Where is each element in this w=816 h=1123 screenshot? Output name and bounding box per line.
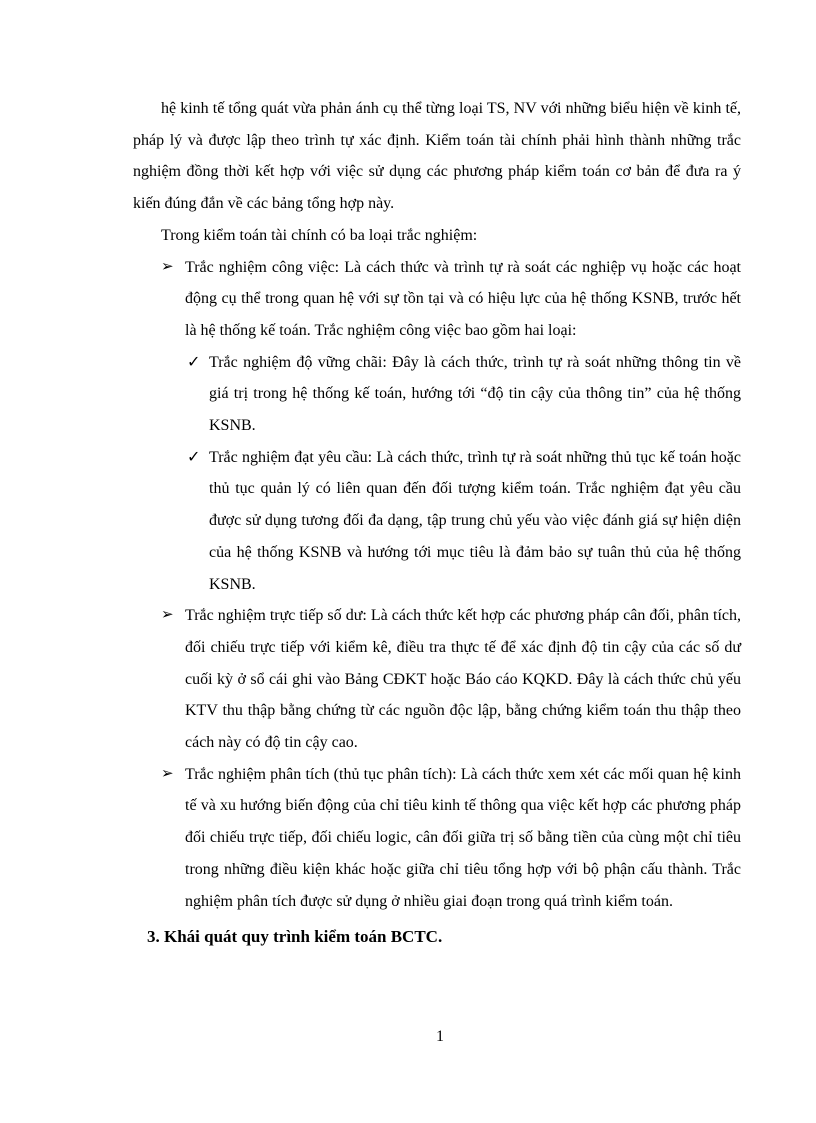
bullet-item: [133, 252, 741, 347]
bullet-item: [133, 600, 741, 759]
sub-bullet-text: Trắc nghiệm đạt yêu cầu: Là cách thức, trình tự rà soát những thủ tục kế toán hoặc thủ tục quản lý có liên quan đến đối tượng kiểm toán. Trắc nghiệm đạt yêu cầu được sử dụng tương đối đa dạng, tập trung chủ yếu vào việc đánh giá sự hiện diện của hệ thống KSNB và hướng tới mục tiêu là đảm bảo sự tuân thủ của hệ thống KSNB.: [209, 448, 741, 593]
arrow-bullet-icon: ➢: [161, 765, 174, 782]
lead-paragraph: Trong kiểm toán tài chính có ba loại trắc nghiệm:: [161, 226, 478, 244]
page-number: 1: [436, 1028, 444, 1045]
sub-bullet-item: [133, 442, 741, 601]
section-heading: 3. Khái quát quy trình kiểm toán BCTC.: [147, 927, 443, 947]
intro-paragraph: hệ kinh tế tổng quát vừa phản ánh cụ thể từng loại TS, NV với những biểu hiện về kinh tế, pháp lý và được lập theo trình tự xác định. Kiểm toán tài chính phải hình thành những trắc nghiệm đồng thời kết hợp với việc sử dụng các phương pháp kiểm toán cơ bản để đưa ra ý kiến đúng đắn về các bảng tổng hợp này.: [133, 100, 741, 213]
sub-bullet-text: Trắc nghiệm độ vững chãi: Đây là cách thức, trình tự rà soát những thông tin về giá trị trong hệ thống kế toán, hướng tới “độ tin cậy của thông tin” của hệ thống KSNB.: [209, 353, 741, 435]
bullet-text: Trắc nghiệm trực tiếp số dư: Là cách thức kết hợp các phương pháp cân đối, phân tích, đối chiếu trực tiếp với kiểm kê, điều tra thực tế để xác định độ tin cậy của các số dư cuối kỳ ở sổ cái ghi vào Bảng CĐKT hoặc Báo cáo KQKD. Đây là cách thức chủ yếu KTV thu thập bằng chứng từ các nguồn độc lập, bằng chứng kiểm toán thu thập theo cách này có độ tin cậy cao.: [185, 607, 741, 752]
bullet-text: Trắc nghiệm phân tích (thủ tục phân tích): Là cách thức xem xét các mối quan hệ kinh tế và xu hướng biến động của chỉ tiêu kinh tế thông qua việc kết hợp các phương pháp đối chiếu trực tiếp, đối chiếu logic, cân đối giữa trị số bằng tiền của cùng một chỉ tiêu trong những điều kiện khác hoặc giữa chỉ tiêu tổng hợp với bộ phận cấu thành. Trắc nghiệm phân tích được sử dụng ở nhiều giai đoạn trong quá trình kiểm toán.: [185, 765, 741, 910]
arrow-bullet-icon: ➢: [161, 607, 174, 624]
checkmark-icon: ✓: [187, 353, 201, 371]
document-body: [133, 93, 741, 953]
checkmark-icon: ✓: [187, 448, 201, 466]
bullet-item: [133, 759, 741, 918]
bullet-text: Trắc nghiệm công việc: Là cách thức và trình tự rà soát các nghiệp vụ hoặc các hoạt động cụ thể trong quan hệ với sự tồn tại và có hiệu lực của hệ thống KSNB, trước hết là hệ thống kế toán. Trắc nghiệm công việc bao gồm hai loại:: [185, 258, 741, 339]
arrow-bullet-icon: ➢: [161, 258, 174, 275]
sub-bullet-item: [133, 347, 741, 442]
